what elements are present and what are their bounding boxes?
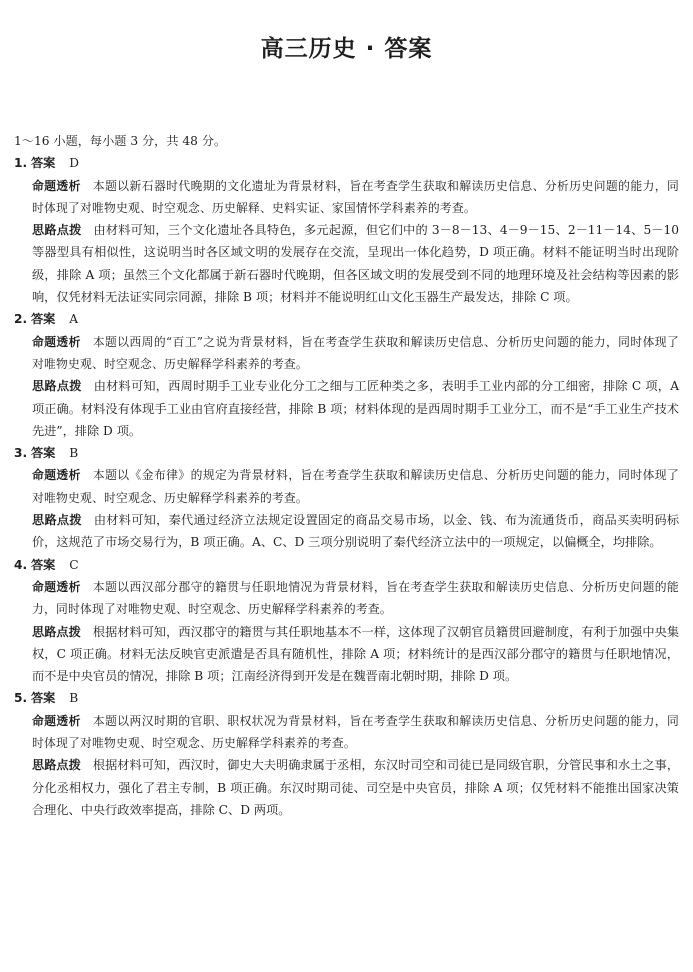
point-label: 思路点拨 [32,624,81,639]
explain-label: 命题透析 [32,468,81,483]
answer-value: B [69,446,79,461]
explain-text: 本题以两汉时期的官职、职权状况为背景材料，旨在考查学生获取和解读历史信息、分析历史问题的能力，同时体现了对唯物史观、时空观念、历史解释学科素养的考查。 [32,713,679,751]
point-paragraph [14,509,679,554]
point-text: 由材料可知，三个文化遗址各具特色，多元起源，但它们中的 3－8－13、4－9－15、2－11－14、5－10 等器型具有相似性，这说明当时各区域文明的发展存在交流，呈现出一体化趋势，D 项正确。材料不能证明当时出现阶级，排除 A 项；虽然三个文化都属于新石器时代晚期，但各区域文明的发展受到不同的地理环境及社会结构等因素的影响，仅凭材料无法证实同宗同源，排除 B 项；材料并不能说明红山文化玉器生产最发达，排除 C 项。 [32,223,679,305]
explain-text: 本题以西汉部分郡守的籍贯与任职地情况为背景材料，旨在考查学生获取和解读历史信息、分析历史问题的能力，同时体现了对唯物史观、时空观念、历史解释学科素养的考查。 [32,579,679,617]
explain-text: 本题以新石器时代晚期的文化遗址为背景材料，旨在考查学生获取和解读历史信息、分析历史问题的能力，同时体现了对唯物史观、时空观念、历史解释、史料实证、家国情怀学科素养的考查。 [32,178,679,215]
point-paragraph [14,219,679,308]
answer-value: C [69,557,79,572]
answer-value: D [69,156,80,171]
question-number: 5. [14,691,28,706]
point-label: 思路点拨 [32,513,82,528]
question-item [14,442,679,553]
point-text: 根据材料可知，西汉时，御史大夫明确隶属于丞相，东汉时司空和司徒已是同级官职，分管民事和水土之事，分化丞相权力，强化了君主专制，B 项正确。东汉时期司徒、司空是中央官员，排除 A 项；仅凭材料不能推出国家决策合理化、中央行政效率提高，排除 C、D 两项。 [32,758,680,817]
answer-content [14,130,679,821]
explain-paragraph [14,576,679,621]
answer-line [14,442,679,464]
answer-line [14,308,679,330]
answer-line [14,152,679,174]
question-number: 2. [14,312,28,327]
answer-line [14,687,679,709]
point-label: 思路点拨 [32,379,82,394]
question-number: 3. [14,446,28,461]
answer-label: 答案 [31,557,56,572]
explain-paragraph [14,710,679,755]
explain-text: 本题以西周的“百工”之说为背景材料，旨在考查学生获取和解读历史信息、分析历史问题的能力，同时体现了对唯物史观、时空观念、历史解释学科素养的考查。 [32,334,679,371]
point-text: 由材料可知，西周时期手工业专业化分工之细与工匠种类之多，表明手工业内部的分工细密，排除 C 项，A 项正确。材料没有体现手工业由官府直接经营，排除 B 项；材料体现的是西周时期手工业分工，而不是“手工业生产技术先进”，排除 D 项。 [32,379,680,438]
answer-value: A [69,312,79,327]
answer-line [14,554,679,576]
answer-label: 答案 [31,446,56,461]
answer-label: 答案 [31,691,56,706]
intro-line: 1～16 小题，每小题 3 分，共 48 分。 [14,134,227,148]
question-item [14,152,679,308]
answer-label: 答案 [31,312,56,327]
explain-paragraph [14,464,679,509]
explain-label: 命题透析 [32,334,81,349]
answer-label: 答案 [31,156,56,171]
question-item [14,687,679,821]
explain-paragraph [14,331,679,376]
point-text: 根据材料可知，西汉郡守的籍贯与其任职地基本不一样，这体现了汉朝官员籍贯回避制度，有利于加强中央集权，C 项正确。材料无法反映官吏派遣是否具有随机性，排除 A 项；材料统计的是西汉部分郡守的籍贯与任职地情况，而不是中央官员的情况，排除 B 项；江南经济得到开发是在魏晋南北朝时期，排除 D 项。 [32,624,680,684]
explain-paragraph [14,175,679,220]
explain-text: 本题以《金布律》的规定为背景材料，旨在考查学生获取和解读历史信息、分析历史问题的能力，同时体现了对唯物史观、时空观念、历史解释学科素养的考查。 [32,468,679,505]
question-item [14,308,679,442]
page-title: 高三历史 · 答案 [260,36,433,62]
point-paragraph [14,621,679,688]
question-number: 4. [14,557,28,572]
point-label: 思路点拨 [32,223,82,238]
question-list [14,152,679,821]
explain-label: 命题透析 [32,178,81,193]
question-number: 1. [14,156,28,171]
question-item [14,554,679,688]
explain-label: 命题透析 [32,713,81,728]
answer-value: B [69,691,79,706]
point-label: 思路点拨 [32,758,81,773]
point-paragraph [14,754,679,821]
point-text: 由材料可知，秦代通过经济立法规定设置固定的商品交易市场，以金、钱、布为流通货币，商品买卖明码标价，这规范了市场交易行为，B 项正确。A、C、D 三项分别说明了秦代经济立法中的一项规定，以偏概全，均排除。 [32,513,680,550]
explain-label: 命题透析 [32,579,81,594]
point-paragraph [14,375,679,442]
